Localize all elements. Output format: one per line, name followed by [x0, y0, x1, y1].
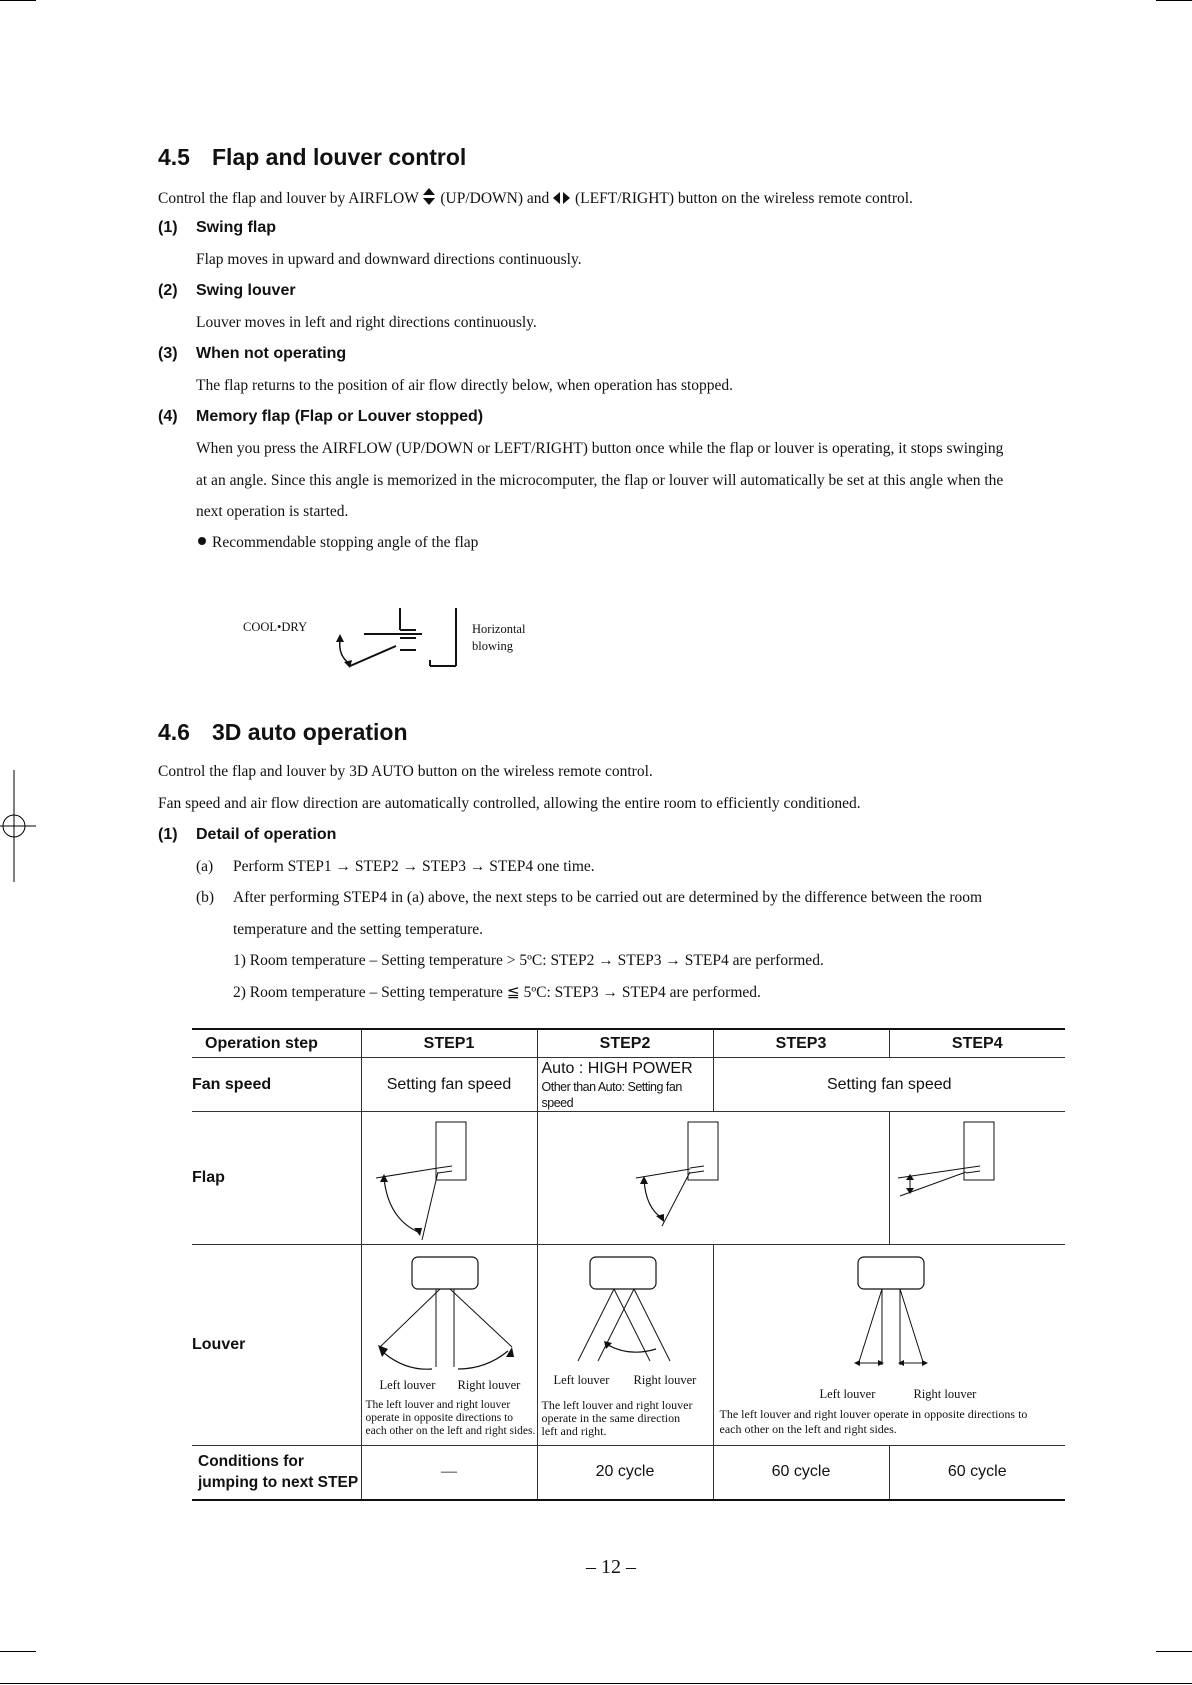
bullet-icon [198, 537, 206, 545]
fan-speed-row [192, 1058, 1065, 1112]
registration-mark [0, 770, 36, 882]
fan-step1: Setting fan speed [361, 1058, 537, 1112]
cond-step2: 20 cycle [537, 1446, 713, 1500]
flap-swing-downward-icon [538, 1112, 890, 1244]
memory-flap-line-2: at an angle. Since this angle is memorized in the microcomputer, the flap or louver will automatically be set at this angle when the [196, 472, 1004, 489]
cond-step1: — [361, 1446, 537, 1500]
section-heading-4-5: 4.5 Flap and louver control [158, 144, 467, 170]
section-4-5-intro: Control the flap and louver by AIRFLOW (UP/DOWN) and (LEFT/RIGHT) button on the wireless remote control. [158, 190, 913, 207]
crop-mark [1156, 1651, 1192, 1652]
condition-2: 2) Room temperature – Setting temperature ≦ 5ºC: STEP3 → STEP4 are performed. [233, 984, 761, 1001]
crop-mark [0, 1651, 36, 1652]
louver-step3-4: Left louver Right louver The left louver and right louver operate in opposite directions to each other on the left and right sides. [713, 1245, 1065, 1446]
fan-step2: Auto : HIGH POWER Other than Auto: Setting fan speed [537, 1058, 713, 1112]
flap-step2-3-diagram [537, 1112, 889, 1245]
cond-step3: 60 cycle [713, 1446, 889, 1500]
horizontal-label: Horizontal [472, 622, 526, 636]
swing-flap-text: Flap moves in upward and downward directions continuously. [196, 251, 582, 268]
louver-row [192, 1245, 1065, 1446]
page-number: – 12 – [586, 1556, 636, 1578]
louver-step1: Left louver Right louver The left louver and right louver operate in opposite directions to each other on the left and right sides. [361, 1245, 537, 1446]
blowing-label: blowing [472, 639, 513, 653]
subheading-swing-louver: (2) Swing louver [158, 282, 296, 299]
flap-horizontal-icon [890, 1112, 1066, 1244]
louver-same-direction-icon [538, 1245, 714, 1385]
when-not-operating-text: The flap returns to the position of air flow directly below, when operation has stopped. [196, 377, 734, 394]
swing-louver-text: Louver moves in left and right directions continuously. [196, 314, 537, 331]
flap-angle-diagram [330, 600, 470, 672]
crop-mark [0, 0, 36, 1]
crop-mark [1156, 0, 1192, 1]
memory-flap-line-1: When you press the AIRFLOW (UP/DOWN or LEFT/RIGHT) button once while the flap or louver is operating, it stops swinging [196, 440, 1004, 457]
item-b-line-1: (b) After performing STEP4 in (a) above, the next steps to be carried out are determined by the difference between the room [196, 889, 983, 906]
louver-label: Louver [192, 1245, 361, 1446]
conditions-label: Conditions for jumping to next STEP [192, 1446, 361, 1500]
item-a: (a) Perform STEP1 → STEP2 → STEP3 → STEP4 one time. [196, 858, 595, 875]
fan-speed-label: Fan speed [192, 1058, 361, 1112]
flap-swing-wide-icon [362, 1112, 538, 1244]
up-down-arrow-icon [422, 188, 436, 206]
conditions-row [192, 1446, 1065, 1500]
louver-step2: Left louver Right louver The left louver and right louver operate in the same direction left and right. [537, 1245, 713, 1446]
flap-step4-diagram [889, 1112, 1065, 1245]
cool-dry-label: COOL•DRY [243, 620, 308, 634]
table-header-row [192, 1029, 1065, 1058]
subheading-memory-flap: (4) Memory flap (Flap or Louver stopped) [158, 408, 484, 425]
bullet-item: Recommendable stopping angle of the flap [198, 534, 478, 552]
section-4-6-para-1: Control the flap and louver by 3D AUTO button on the wireless remote control. [158, 763, 653, 780]
operation-table [192, 1028, 1065, 1501]
page-bottom-line [0, 1683, 1192, 1684]
flap-label: Flap [192, 1112, 361, 1245]
louver-opposite-wide-icon [362, 1245, 538, 1385]
memory-flap-line-3: next operation is started. [196, 503, 349, 520]
section-4-6-para-2: Fan speed and air flow direction are automatically controlled, allowing the entire room to efficiently conditioned. [158, 795, 861, 812]
subheading-when-not-operating: (3) When not operating [158, 345, 347, 362]
subheading-swing-flap: (1) Swing flap [158, 219, 276, 236]
left-right-arrow-icon [553, 191, 571, 205]
header-step3: STEP3 [713, 1029, 889, 1058]
header-operation-step: Operation step [192, 1029, 361, 1058]
fan-step3-4: Setting fan speed [713, 1058, 1065, 1112]
condition-1: 1) Room temperature – Setting temperature > 5ºC: STEP2 → STEP3 → STEP4 are performed. [233, 952, 824, 969]
flap-step1-diagram [361, 1112, 537, 1245]
section-heading-4-6: 4.6 3D auto operation [158, 719, 408, 745]
item-b-line-2: temperature and the setting temperature. [233, 921, 484, 938]
subheading-detail-of-operation: (1) Detail of operation [158, 826, 337, 843]
header-step4: STEP4 [889, 1029, 1065, 1058]
header-step2: STEP2 [537, 1029, 713, 1058]
header-step1: STEP1 [361, 1029, 537, 1058]
louver-opposite-narrow-icon [714, 1245, 1066, 1385]
cond-step4: 60 cycle [889, 1446, 1065, 1500]
flap-row [192, 1112, 1065, 1245]
